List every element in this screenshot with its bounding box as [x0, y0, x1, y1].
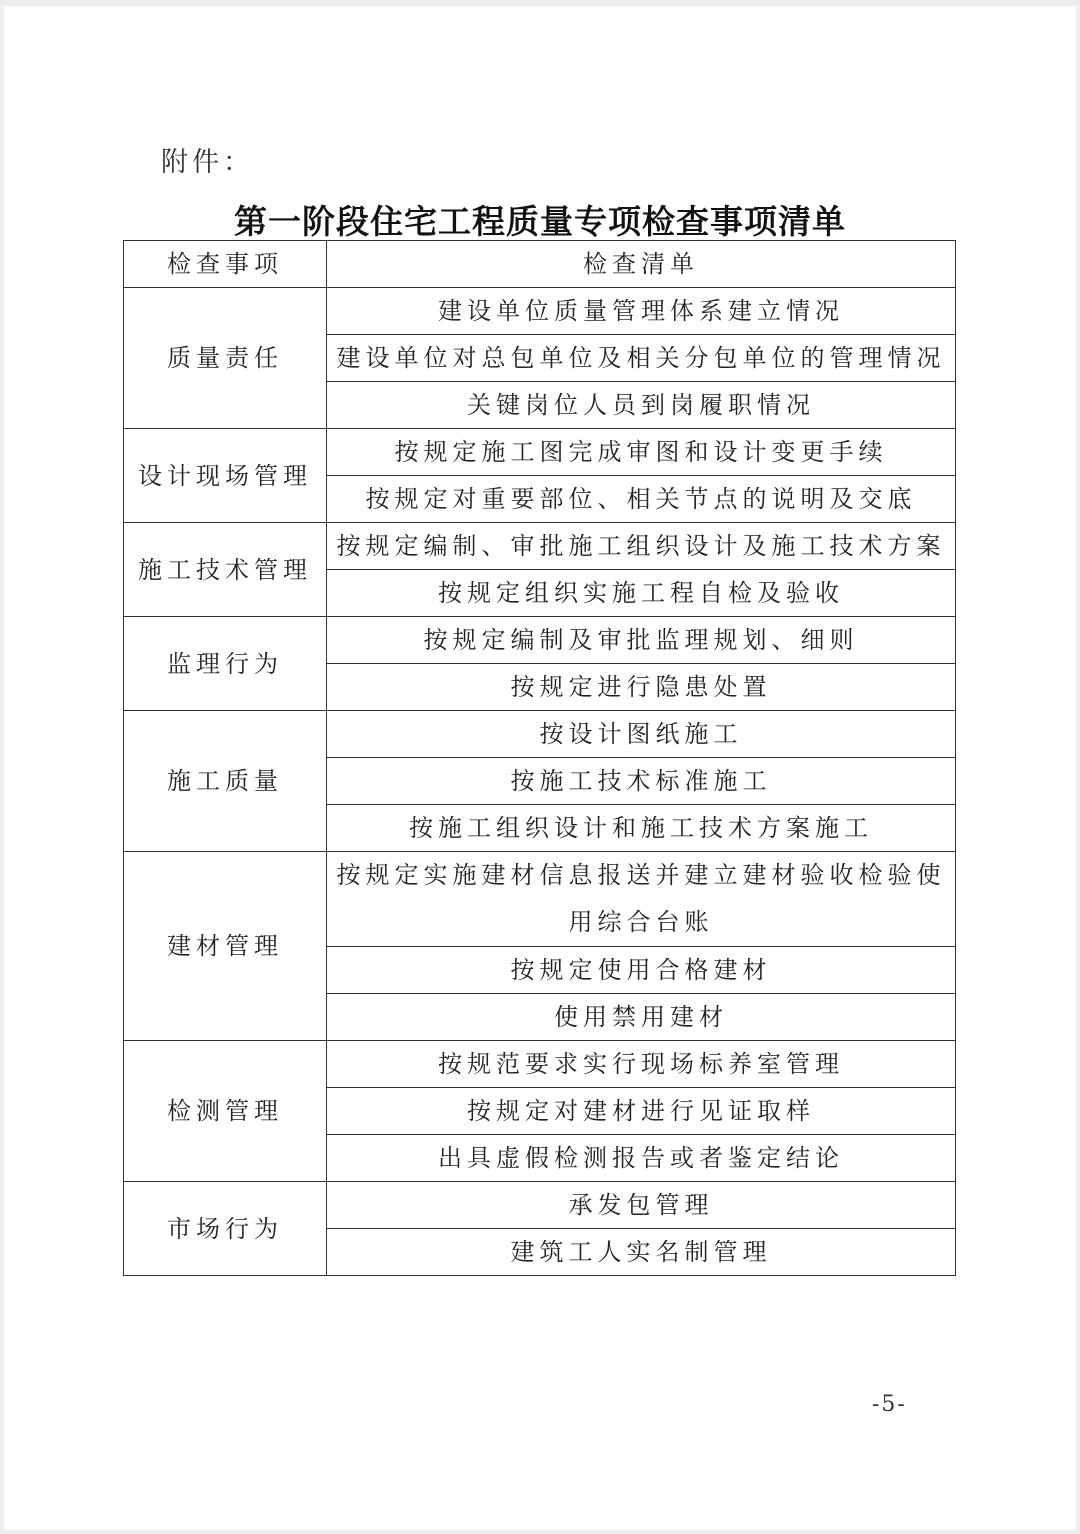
checklist-item: 按施工组织设计和施工技术方案施工: [327, 805, 956, 852]
checklist-item: 按规定使用合格建材: [327, 947, 956, 994]
checklist-item: 关键岗位人员到岗履职情况: [327, 382, 956, 429]
checklist-item: 建筑工人实名制管理: [327, 1229, 956, 1276]
category-cell: 监理行为: [124, 617, 327, 711]
header-category: 检查事项: [124, 241, 327, 288]
checklist-item: 建设单位对总包单位及相关分包单位的管理情况: [327, 335, 956, 382]
checklist-item: 出具虚假检测报告或者鉴定结论: [327, 1135, 956, 1182]
table-row: [124, 617, 956, 664]
checklist-item: 建设单位质量管理体系建立情况: [327, 288, 956, 335]
checklist-item: 按规定编制及审批监理规划、细则: [327, 617, 956, 664]
category-cell: 市场行为: [124, 1182, 327, 1276]
category-cell: 建材管理: [124, 852, 327, 1041]
category-cell: 设计现场管理: [124, 429, 327, 523]
category-cell: 检测管理: [124, 1041, 327, 1182]
checklist-item: 按规定编制、审批施工组织设计及施工技术方案: [327, 523, 956, 570]
checklist-item: 按设计图纸施工: [327, 711, 956, 758]
table-row: [124, 429, 956, 476]
table-row: [124, 1041, 956, 1088]
checklist-item: 按规定实施建材信息报送并建立建材验收检验使用综合台账: [327, 852, 956, 947]
table-row: [124, 1182, 956, 1229]
checklist-table: [123, 240, 956, 1276]
category-cell: 质量责任: [124, 288, 327, 429]
table-row: [124, 523, 956, 570]
document-title: 第一阶段住宅工程质量专项检查事项清单: [234, 202, 846, 241]
checklist-item: 按规范要求实行现场标养室管理: [327, 1041, 956, 1088]
table-row: [124, 288, 956, 335]
checklist-item: 按施工技术标准施工: [327, 758, 956, 805]
category-cell: 施工质量: [124, 711, 327, 852]
checklist-item: 按规定进行隐患处置: [327, 664, 956, 711]
category-cell: 施工技术管理: [124, 523, 327, 617]
table-header-row: [124, 241, 956, 288]
checklist-item: 使用禁用建材: [327, 994, 956, 1041]
table-row: [124, 852, 956, 947]
page-number: -5-: [872, 1392, 907, 1417]
checklist-item: 按规定对重要部位、相关节点的说明及交底: [327, 476, 956, 523]
header-checklist: 检查清单: [327, 241, 956, 288]
checklist-item: 按规定组织实施工程自检及验收: [327, 570, 956, 617]
checklist-item: 按规定施工图完成审图和设计变更手续: [327, 429, 956, 476]
checklist-item: 承发包管理: [327, 1182, 956, 1229]
annex-label: 附件：: [161, 147, 254, 178]
table-row: [124, 711, 956, 758]
checklist-item: 按规定对建材进行见证取样: [327, 1088, 956, 1135]
